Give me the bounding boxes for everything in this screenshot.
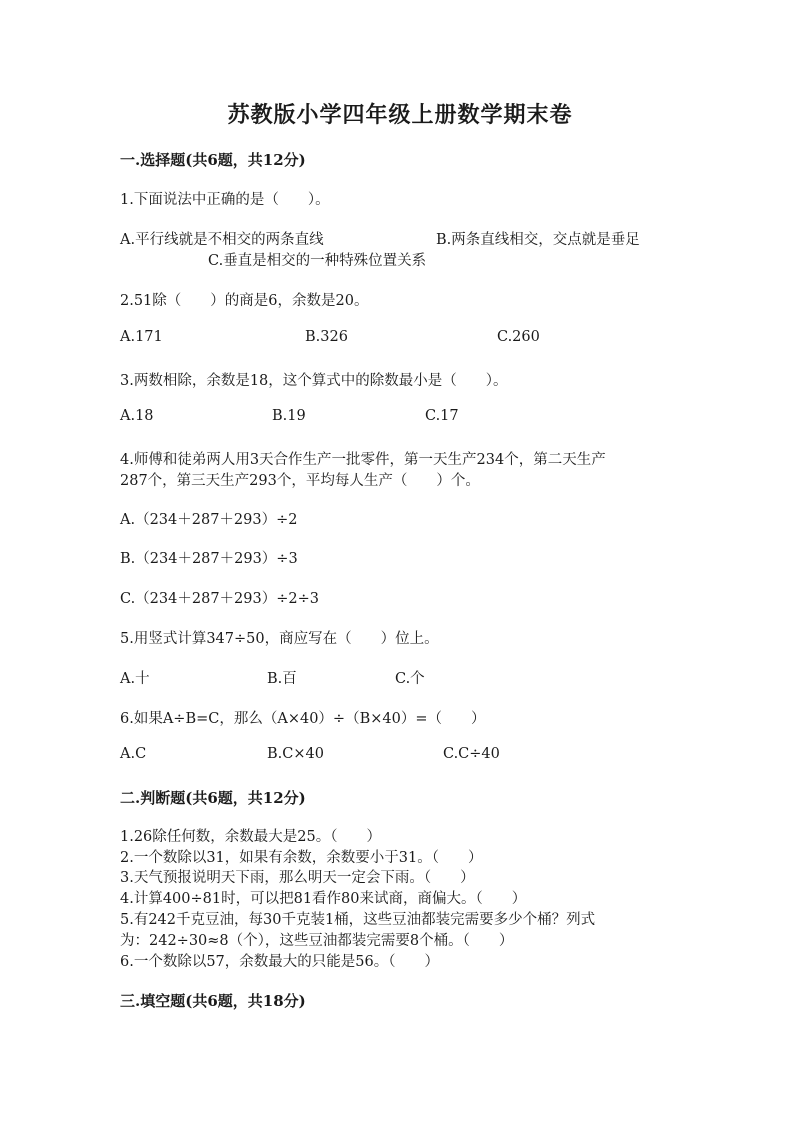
judgement-item-1: 1.26除任何数，余数最大是25。（ ） — [120, 829, 381, 845]
section-heading-fill-in: 三.填空题(共6题，共18分) — [120, 992, 306, 1010]
judgement-item-3: 3.天气预报说明天下雨，那么明天一定会下雨。（ ） — [120, 870, 475, 886]
exam-title: 苏教版小学四年级上册数学期末卷 — [227, 102, 573, 128]
judgement-item-5-line1: 5.有242千克豆油，每30千克装1桶，这些豆油都装完需要多少个桶？列式 — [120, 912, 596, 928]
question-1-option-c: C.垂直是相交的一种特殊位置关系 — [208, 253, 427, 269]
question-4-option-c: C.（234＋287＋293）÷2÷3 — [120, 591, 319, 607]
question-1-option-b: B.两条直线相交，交点就是垂足 — [436, 232, 640, 248]
question-2-option-c: C.260 — [497, 329, 540, 345]
question-2-stem: 2.51除（ ）的商是6，余数是20。 — [120, 293, 369, 309]
question-5-option-a: A.十 — [120, 671, 150, 687]
section-heading-judgement: 二.判断题(共6题，共12分) — [120, 789, 306, 807]
judgement-item-4: 4.计算400÷81时，可以把81看作80来试商，商偏大。（ ） — [120, 891, 527, 907]
judgement-item-2: 2.一个数除以31，如果有余数，余数要小于31。（ ） — [120, 850, 483, 866]
question-6-stem: 6.如果A÷B=C，那么（A×40）÷（B×40）=（ ） — [120, 711, 486, 727]
question-4-option-a: A.（234＋287＋293）÷2 — [120, 512, 298, 528]
question-4-stem-line1: 4.师傅和徒弟两人用3天合作生产一批零件，第一天生产234个，第二天生产 — [120, 452, 606, 468]
question-1-option-a: A.平行线就是不相交的两条直线 — [120, 232, 324, 248]
question-2-option-b: B.326 — [305, 329, 348, 345]
section-heading-choice: 一.选择题(共6题，共12分) — [120, 151, 306, 169]
question-3-stem: 3.两数相除，余数是18，这个算式中的除数最小是（ ）。 — [120, 373, 508, 389]
question-6-option-b: B.C×40 — [267, 746, 324, 762]
judgement-item-6: 6.一个数除以57，余数最大的只能是56。（ ） — [120, 954, 439, 970]
question-3-option-b: B.19 — [272, 408, 306, 424]
question-2-option-a: A.171 — [120, 329, 163, 345]
question-5-stem: 5.用竖式计算347÷50，商应写在（ ）位上。 — [120, 631, 439, 647]
question-3-option-c: C.17 — [425, 408, 459, 424]
question-5-option-c: C.个 — [395, 671, 425, 687]
question-1-stem: 1.下面说法中正确的是（ ）。 — [120, 192, 330, 208]
judgement-item-5-line2: 为：242÷30≈8（个），这些豆油都装完需要8个桶。（ ） — [120, 933, 514, 949]
question-6-option-c: C.C÷40 — [443, 746, 500, 762]
question-6-option-a: A.C — [120, 746, 147, 762]
question-4-option-b: B.（234＋287＋293）÷3 — [120, 551, 298, 567]
question-5-option-b: B.百 — [267, 671, 297, 687]
question-3-option-a: A.18 — [120, 408, 154, 424]
question-4-stem-line2: 287个，第三天生产293个，平均每人生产（ ）个。 — [120, 473, 480, 489]
